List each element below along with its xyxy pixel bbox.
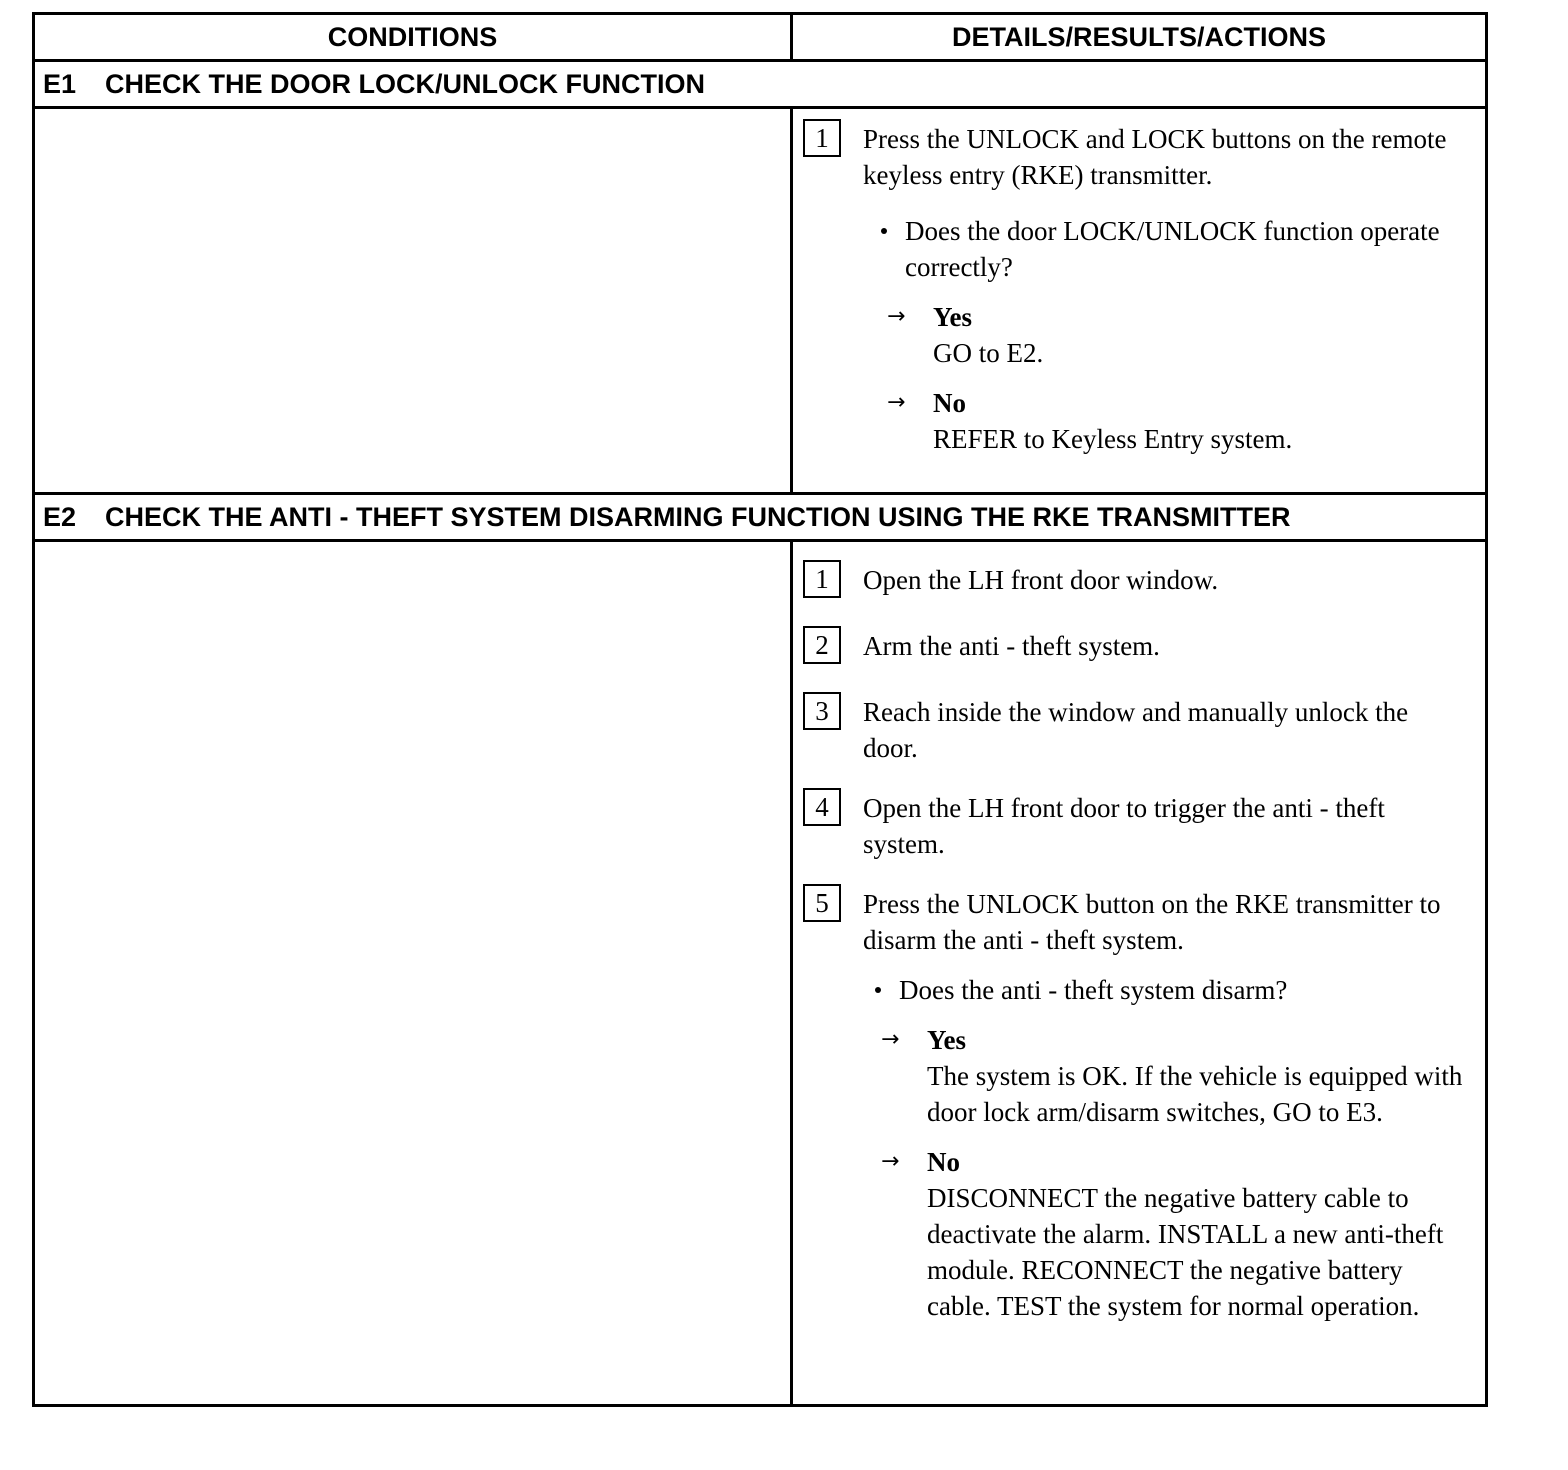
step [803,628,1465,664]
conditions-cell [35,542,793,1404]
step-text: Reach inside the window and manually unlock the door. [863,697,1409,763]
conditions-cell [35,109,793,492]
details-cell [793,109,1485,492]
table-header [35,15,1485,62]
yes-label: Yes [933,302,972,332]
step-number: 5 [803,884,841,922]
step-number: 2 [803,626,841,664]
yes-text: The system is OK. If the vehicle is equipped with door lock arm/disarm switches, GO to E3. [927,1061,1463,1127]
section-e1-body [35,109,1485,495]
step [803,694,1465,766]
no-text: DISCONNECT the negative battery cable to deactivate the alarm. INSTALL a new anti-theft module. RECONNECT the negative battery cable. TEST the system for normal operation. [927,1183,1444,1321]
section-e2-title [35,495,1485,542]
no-label: No [933,388,966,418]
step-number: 3 [803,692,841,730]
bullet-icon [881,228,887,234]
question-text: Does the anti - theft system disarm? [899,975,1288,1005]
step [803,121,1465,193]
step-text: Press the UNLOCK and LOCK buttons on the remote keyless entry (RKE) transmitter. [863,124,1447,190]
arrow-right-icon: → [881,1149,900,1174]
step [803,562,1465,598]
step-text: Arm the anti - theft system. [863,631,1160,661]
section-title-text: CHECK THE ANTI - THEFT SYSTEM DISARMING FUNCTION USING THE RKE TRANSMITTER [105,501,1291,532]
step-number: 1 [803,119,841,157]
yes-text: GO to E2. [933,338,1044,368]
step [803,886,1465,958]
question-text: Does the door LOCK/UNLOCK function operate correctly? [905,216,1440,282]
step-text: Open the LH front door window. [863,565,1219,595]
step-number: 4 [803,788,841,826]
question [881,213,1465,285]
conditions-header: CONDITIONS [35,15,793,59]
question [875,972,1465,1008]
bullet-icon [875,987,881,993]
arrow-right-icon: → [881,1027,900,1052]
yes-branch [881,1022,1465,1130]
section-e2-body [35,542,1485,1404]
section-title-text: CHECK THE DOOR LOCK/UNLOCK FUNCTION [105,68,705,99]
diagnostic-table [32,12,1488,1407]
arrow-right-icon: → [887,304,906,329]
no-label: No [927,1147,960,1177]
details-header: DETAILS/RESULTS/ACTIONS [951,21,1326,52]
step-text: Open the LH front door to trigger the anti - theft system. [863,793,1385,859]
section-code: E1 [43,68,77,99]
step [803,790,1465,862]
section-code: E2 [43,501,77,532]
details-cell [793,542,1485,1404]
no-text: REFER to Keyless Entry system. [933,424,1293,454]
no-branch [881,1144,1465,1324]
yes-label: Yes [927,1025,966,1055]
step-text: Press the UNLOCK button on the RKE transmitter to disarm the anti - theft system. [863,889,1441,955]
yes-branch [887,299,1465,371]
step-number: 1 [803,560,841,598]
arrow-right-icon: → [887,390,906,415]
section-e1-title [35,62,1485,109]
no-branch [887,385,1465,457]
